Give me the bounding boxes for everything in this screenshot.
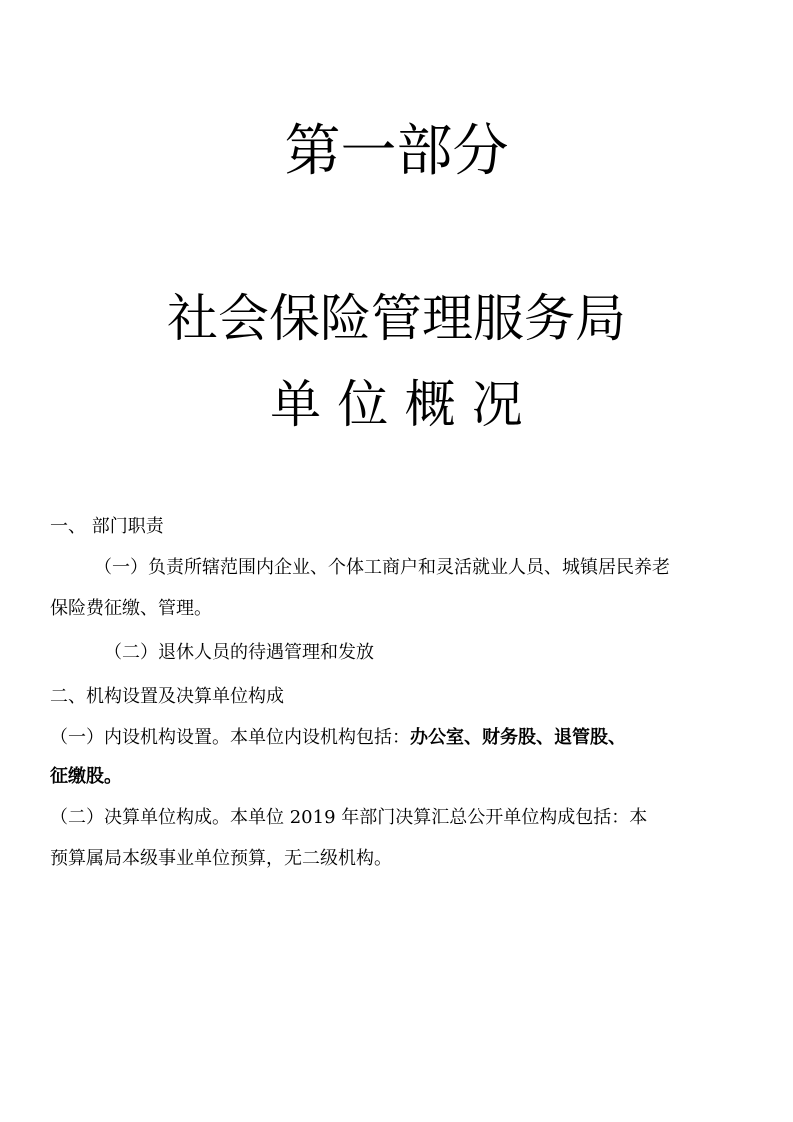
- structure-item-1-line-2: 征缴股。: [50, 766, 122, 787]
- part-title: 第一部分: [284, 119, 509, 184]
- structure-item-1-text: （一）内设机构设置。本单位内设机构包括：: [50, 727, 410, 748]
- structure-item-1-departments: 办公室、财务股、退管股、: [410, 727, 626, 748]
- structure-item-2-line-1: （二）决算单位构成。本单位 2019 年部门决算汇总公开单位构成包括：本: [50, 807, 648, 828]
- section-1-heading: 一、 部门职责: [50, 516, 164, 537]
- structure-item-1-line-1: [50, 725, 626, 751]
- section-2-heading: 二、机构设置及决算单位构成: [50, 686, 284, 707]
- overview-title: 单 位 概 况: [270, 376, 523, 435]
- duty-item-1-line-1: （一）负责所辖范围内企业、个体工商户和灵活就业人员、城镇居民养老: [94, 557, 670, 578]
- structure-item-2-line-2: 预算属局本级事业单位预算，无二级机构。: [50, 848, 392, 869]
- organization-title: 社会保险管理服务局: [166, 290, 626, 349]
- duty-item-2: （二）退休人员的待遇管理和发放: [104, 642, 374, 663]
- duty-item-1-line-2: 保险费征缴、管理。: [50, 598, 212, 619]
